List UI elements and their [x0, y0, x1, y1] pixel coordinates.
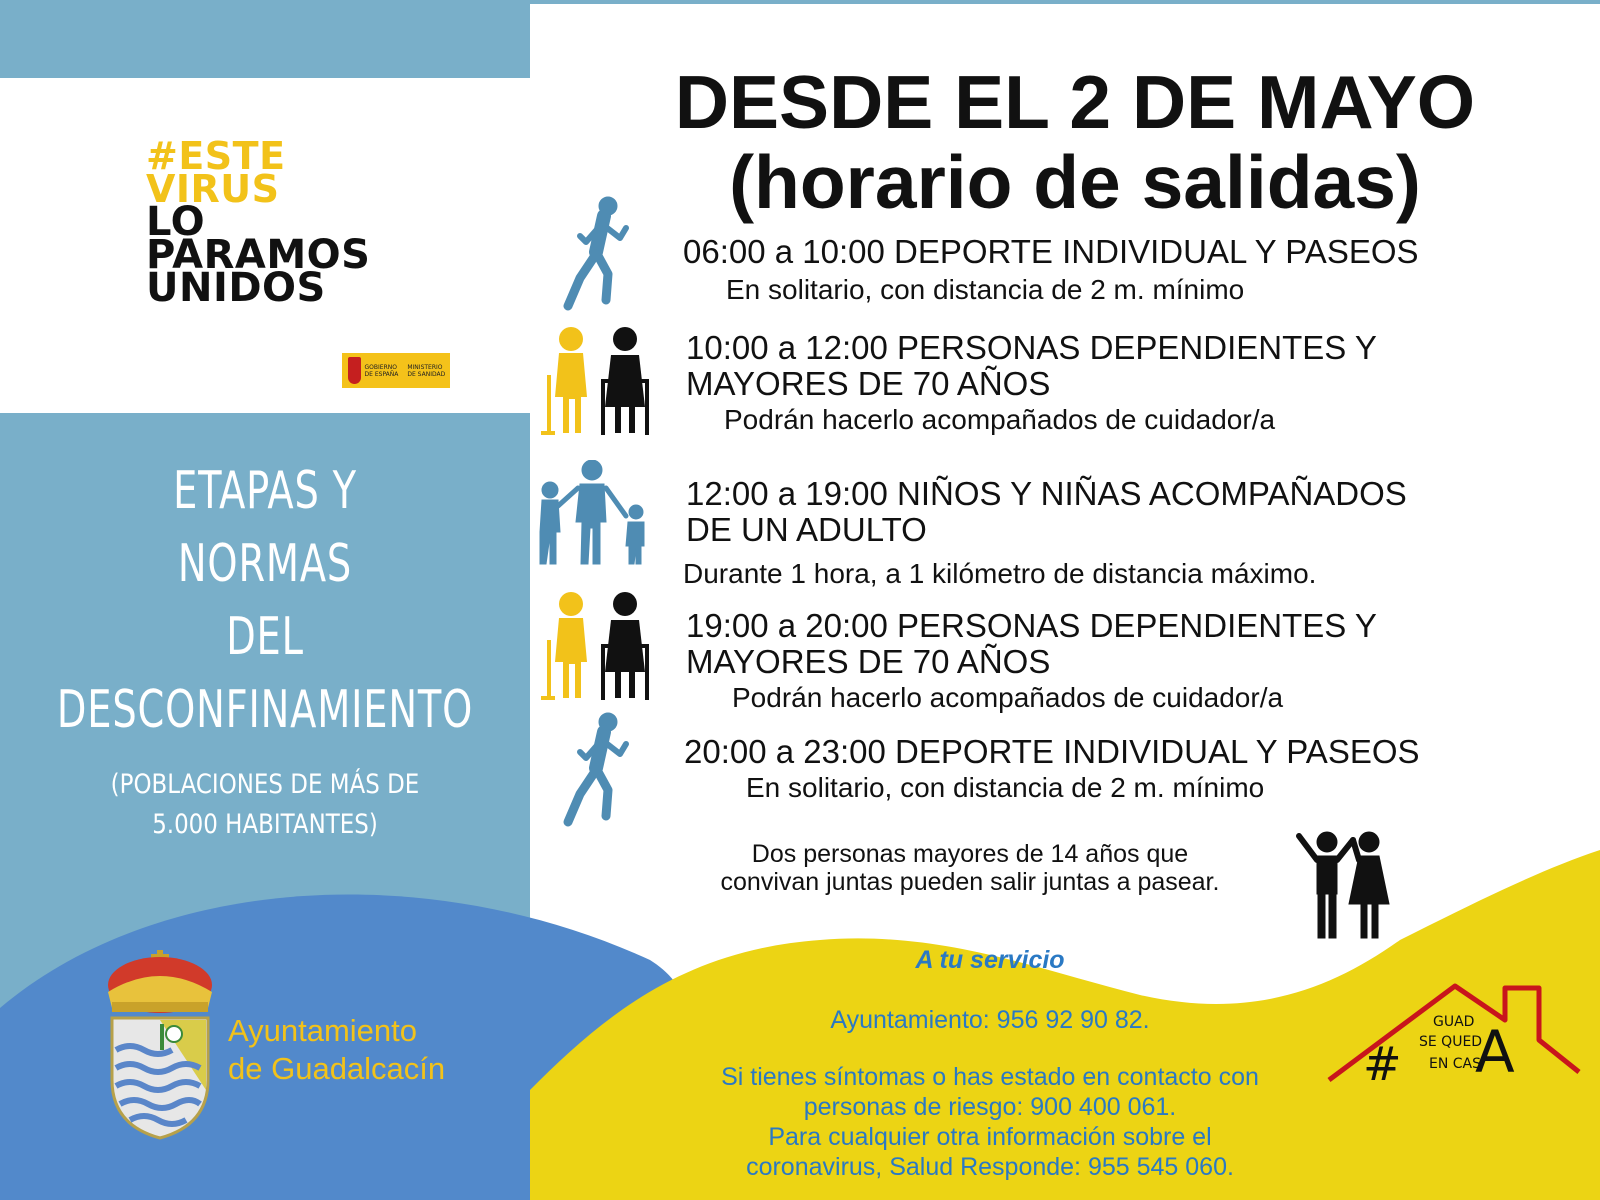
council-name-line-2: de Guadalcacín — [228, 1051, 446, 1086]
schedule-item-2 — [686, 330, 1377, 436]
schedule-2-note: Podrán hacerlo acompañados de cuidador/a — [724, 404, 1276, 435]
campaign-line-2: VIRUS — [146, 167, 280, 211]
schedule-4-note: Podrán hacerlo acompañados de cuidador/a — [732, 682, 1284, 713]
pair-note-line-2: convivan juntas pueden salir juntas a pasear. — [720, 868, 1220, 896]
schedule-item-4 — [686, 608, 1377, 714]
stages-title — [48, 455, 483, 747]
stages-subtitle-line-2: 5.000 HABITANTES) — [152, 809, 378, 840]
schedule-5-note: En solitario, con distancia de 2 m. mínimo — [746, 772, 1265, 803]
stages-title-line-3: DEL — [226, 607, 304, 667]
stay-home-line-2: SE QUED — [1419, 1034, 1483, 1050]
couple-icon — [1295, 828, 1405, 940]
main-title-line-2: (horario de salidas) — [729, 140, 1421, 224]
service-symptoms — [650, 1062, 1330, 1182]
government-logo — [342, 353, 450, 388]
campaign-line-3: LO — [146, 199, 206, 245]
runner-icon-2 — [562, 710, 634, 832]
elderly-people-icon — [537, 327, 657, 437]
stay-home-hash: # — [1363, 1037, 1402, 1090]
schedule-3-heading-2: DE UN ADULTO — [686, 511, 927, 548]
service-phone: Ayuntamiento: 956 92 90 82. — [830, 1006, 1150, 1034]
stages-subtitle — [40, 765, 491, 845]
schedule-5-heading: 20:00 a 23:00 DEPORTE INDIVIDUAL Y PASEOS — [684, 733, 1420, 770]
schedule-2-heading-2: MAYORES DE 70 AÑOS — [686, 365, 1051, 402]
campaign-line-5: UNIDOS — [146, 265, 326, 311]
council-name — [228, 1012, 445, 1088]
family-icon — [530, 460, 658, 568]
council-name-line-1: Ayuntamiento — [228, 1013, 417, 1048]
stay-home-line-3: EN CAS — [1429, 1056, 1482, 1072]
gov-logo-text-2: MINISTERIO DE SANIDAD — [407, 363, 446, 378]
gov-logo-text-1: GOBIERNO DE ESPAÑA — [364, 363, 399, 378]
stay-home-big-letter: A — [1475, 1018, 1515, 1086]
coat-of-arms-icon — [100, 950, 220, 1140]
elderly-people-icon-2 — [537, 592, 657, 702]
campaign-line-4: PARAMOS — [146, 232, 371, 278]
stages-title-line-4: DESCONFINAMIENTO — [56, 680, 474, 740]
service-symptoms-line-2: personas de riesgo: 900 400 061. — [803, 1093, 1177, 1121]
service-title: A tu servicio — [915, 946, 1065, 974]
service-other-line-1: Para cualquier otra información sobre el — [768, 1123, 1212, 1151]
pair-note-line-1: Dos personas mayores de 14 años que — [751, 840, 1189, 868]
schedule-3-heading-1: 12:00 a 19:00 NIÑOS Y NIÑAS ACOMPAÑADOS — [686, 475, 1407, 512]
schedule-item-3 — [683, 476, 1407, 590]
stages-title-line-2: NORMAS — [177, 534, 353, 594]
pair-note — [670, 840, 1270, 896]
stay-home-line-1: GUAD — [1433, 1014, 1475, 1030]
service-other-line-2: coronavirus, Salud Responde: 955 545 060. — [746, 1153, 1234, 1181]
schedule-1-note: En solitario, con distancia de 2 m. mínimo — [726, 274, 1245, 305]
schedule-item-1 — [683, 234, 1419, 306]
stages-title-line-1: ETAPAS Y — [173, 461, 357, 521]
schedule-2-heading-1: 10:00 a 12:00 PERSONAS DEPENDIENTES Y — [686, 329, 1377, 366]
main-title — [600, 62, 1550, 222]
schedule-4-heading-2: MAYORES DE 70 AÑOS — [686, 643, 1051, 680]
campaign-logo — [146, 134, 371, 311]
schedule-1-heading: 06:00 a 10:00 DEPORTE INDIVIDUAL Y PASEOS — [683, 233, 1419, 270]
schedule-item-5 — [684, 734, 1420, 804]
spain-shield-icon — [348, 357, 361, 384]
main-title-line-1: DESDE EL 2 DE MAYO — [674, 60, 1476, 144]
schedule-3-note: Durante 1 hora, a 1 kilómetro de distancia máximo. — [683, 558, 1317, 589]
runner-icon — [562, 194, 634, 316]
stages-subtitle-line-1: (POBLACIONES DE MÁS DE — [110, 769, 420, 800]
schedule-4-heading-1: 19:00 a 20:00 PERSONAS DEPENDIENTES Y — [686, 607, 1377, 644]
service-symptoms-line-1: Si tienes síntomas o has estado en contacto con — [721, 1063, 1259, 1091]
campaign-line-1: #ESTE — [146, 134, 286, 178]
stay-home-logo — [1325, 980, 1585, 1090]
